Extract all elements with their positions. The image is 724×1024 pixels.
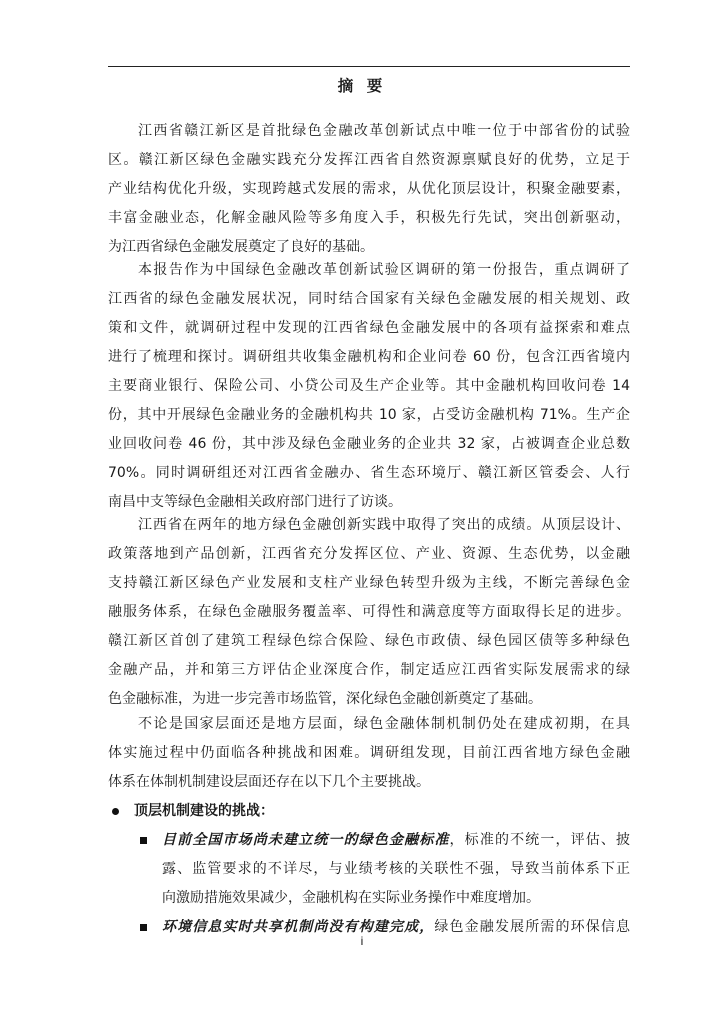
paragraph-line: 70%。同时调研组还对江西省金融办、省生态环境厅、赣江新区管委会、人行 — [108, 465, 630, 481]
paragraph-line: 丰富金融业态，化解金融风险等多角度入手，积极先行先试，突出创新驱动， — [108, 210, 630, 226]
bullet-top-level-challenges — [108, 797, 630, 826]
page-number: i — [360, 934, 364, 948]
sub-bullet-emphasis: 目前全国市场尚未建立统一的绿色金融标准 — [162, 832, 450, 848]
paragraph-line: 体系在体制机制建设层面还存在以下几个主要挑战。 — [108, 774, 430, 790]
paragraph-line: 江西省的绿色金融发展状况，同时结合国家有关绿色金融发展的相关规划、政 — [108, 291, 630, 307]
paragraph-line: 区。赣江新区绿色金融实践充分发挥江西省自然资源禀赋良好的优势，立足于 — [108, 152, 630, 168]
paragraph-line: 体实施过程中仍面临各种挑战和困难。调研组发现，目前江西省地方绿色金融 — [108, 745, 630, 761]
paragraph-2 — [108, 256, 630, 517]
bullet-dot-icon — [112, 808, 119, 815]
header-rule — [108, 66, 630, 67]
paragraph-line: 政策落地到产品创新，江西省充分发挥区位、产业、资源、生态优势，以金融 — [108, 546, 630, 562]
paragraph-line: 赣江新区首创了建筑工程绿色综合保险、绿色市政债、绿色园区债等多种绿色 — [108, 633, 630, 649]
paragraph-line: 本报告作为中国绿色金融改革创新试验区调研的第一份报告，重点调研了 — [138, 262, 630, 278]
sub-bullet-text: ，标准的不统一，评估、披 — [449, 832, 631, 848]
paragraph-line: 江西省在两年的地方绿色金融创新实践中取得了突出的成绩。从顶层设计、 — [138, 517, 630, 533]
paragraph-line: 江西省赣江新区是首批绿色金融改革创新试点中唯一位于中部省份的试验 — [138, 123, 630, 139]
paragraph-1 — [108, 117, 630, 262]
sub-bullet-text: 绿色金融发展所需的环保信息 — [434, 919, 631, 935]
paragraph-line: 为江西省绿色金融发展奠定了良好的基础。 — [108, 239, 374, 255]
sub-bullet-line — [162, 826, 630, 855]
paragraph-line: 份，其中开展绿色金融业务的金融机构共 10 家，占受访金融机构 71%。生产企 — [108, 407, 630, 423]
page-title: 摘 要 — [337, 77, 387, 95]
sub-bullet-emphasis: 环境信息实时共享机制尚没有构建完成， — [162, 919, 435, 935]
paragraph-line: 不论是国家层面还是地方层面，绿色金融体制机制仍处在建成初期，在具 — [138, 716, 630, 732]
paragraph-line: 支持赣江新区绿色产业发展和支柱产业绿色转型升级为主线，不断完善绿色金 — [108, 575, 630, 591]
sub-bullet-line: 露、监管要求的不详尽，与业绩考核的关联性不强，导致当前体系下正 — [162, 861, 630, 877]
paragraph-3 — [108, 511, 630, 714]
sub-bullet-standards — [140, 826, 630, 913]
paragraph-line: 策和文件，就调研过程中发现的江西省绿色金融发展中的各项有益探索和难点 — [108, 320, 630, 336]
paragraph-4 — [108, 710, 630, 797]
paragraph-line: 金融产品，并和第三方评估企业深度合作，制定适应江西省实际发展需求的绿 — [108, 662, 630, 678]
paragraph-line: 南昌中支等绿色金融相关政府部门进行了访谈。 — [108, 494, 402, 510]
sub-bullet-line: 向激励措施效果减少，金融机构在实际业务操作中难度增加。 — [162, 890, 540, 906]
paragraph-line: 进行了梳理和探讨。调研组共收集金融机构和企业问卷 60 份，包含江西省境内 — [108, 349, 630, 365]
bullet-square-icon — [140, 837, 147, 844]
bullet-square-icon — [140, 924, 147, 931]
sub-bullet-body — [162, 826, 630, 913]
paragraph-line: 业回收问卷 46 份，其中涉及绿色金融业务的企业共 32 家，占被调查企业总数 — [108, 436, 630, 452]
bullet-label: 顶层机制建设的挑战： — [134, 803, 274, 819]
paragraph-line: 产业结构优化升级，实现跨越式发展的需求，从优化顶层设计，积聚金融要素， — [108, 181, 630, 197]
paragraph-line: 融服务体系，在绿色金融服务覆盖率、可得性和满意度等方面取得长足的进步。 — [108, 604, 630, 620]
paragraph-line: 色金融标准，为进一步完善市场监管，深化绿色金融创新奠定了基础。 — [108, 691, 542, 707]
paragraph-line: 主要商业银行、保险公司、小贷公司及生产企业等。其中金融机构回收问卷 14 — [108, 378, 630, 394]
